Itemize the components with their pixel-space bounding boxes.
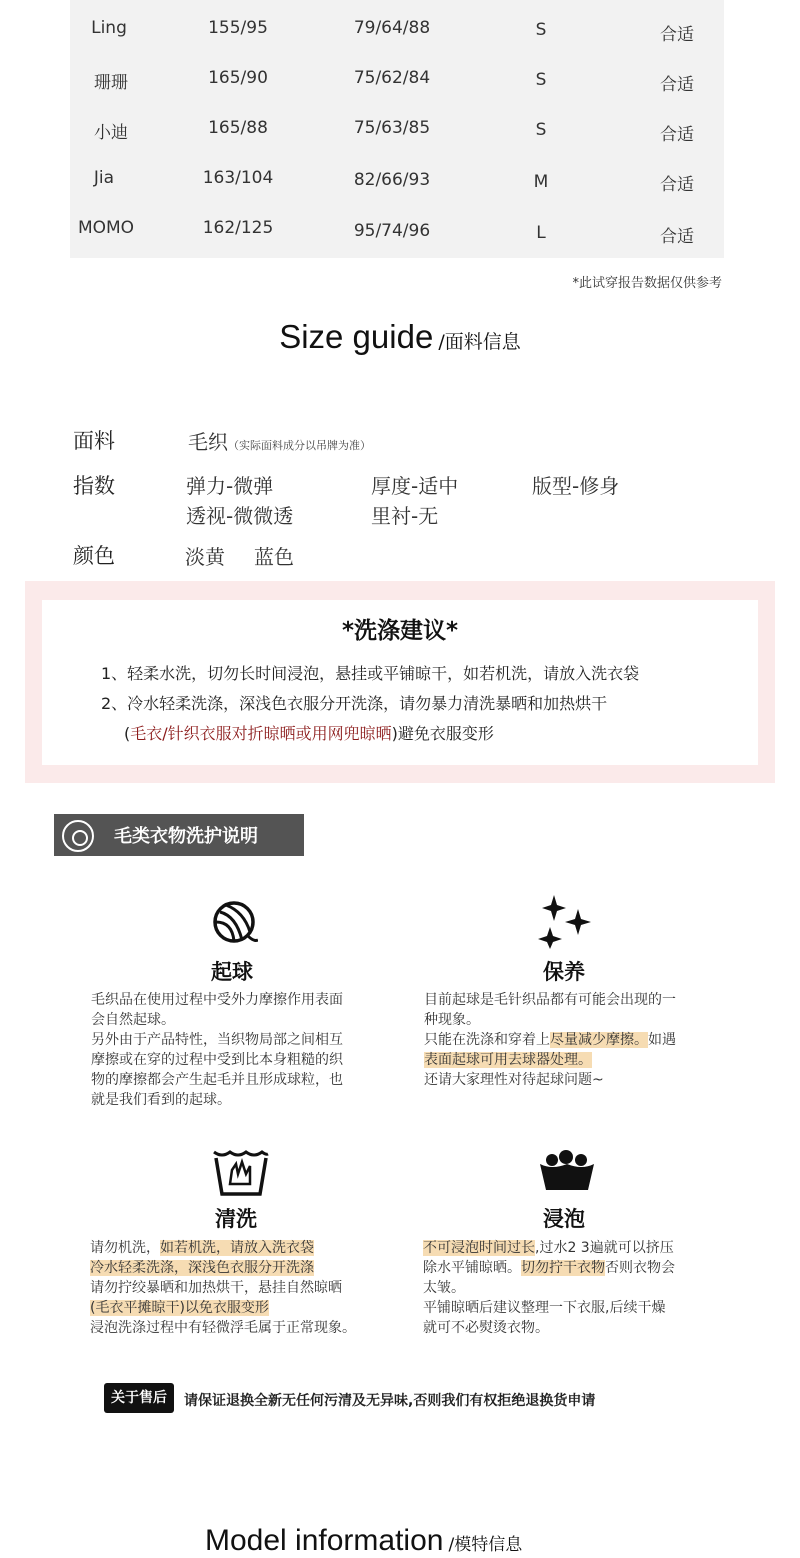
maintenance-line <box>424 1030 676 1050</box>
name-cell: 珊珊 <box>94 73 128 93</box>
wash-line-3-highlight: 毛衣/针织衣服对折晾晒或用网兜晾晒 <box>130 724 392 743</box>
washing-line <box>90 1238 314 1258</box>
pilling-line: 另外由于产品特性，当织物局部之间相互 <box>91 1032 343 1048</box>
size-guide-heading <box>0 318 800 356</box>
model-info-subtitle: /模特信息 <box>448 1535 523 1555</box>
pilling-line: 物的摩擦都会产生起毛并且形成球粒，也 <box>91 1072 343 1088</box>
fit-cell: 合适 <box>660 25 694 45</box>
name-cell: Jia <box>93 168 115 188</box>
washing-text: 请勿机洗， <box>90 1240 160 1256</box>
after-sale-badge: 关于售后 <box>104 1383 174 1413</box>
washing-line <box>90 1298 269 1318</box>
maintenance-text: 只能在洗涤和穿着上 <box>424 1032 550 1048</box>
fabric-value: 毛织 <box>188 430 228 454</box>
washing-highlight: (毛衣平摊晾干)以免衣服变形 <box>90 1300 269 1316</box>
yarn-ball-icon <box>212 900 258 946</box>
soaking-title: 浸泡 <box>543 1207 585 1231</box>
name-cell: Ling <box>91 18 127 38</box>
wash-line-2: 2、冷水轻柔洗涤，深浅色衣服分开洗涤，请勿暴力清洗暴晒和加热烘干 <box>101 694 608 713</box>
washing-title: 清洗 <box>215 1207 257 1231</box>
size-cell: M <box>533 172 549 192</box>
wash-line-1: 1、轻柔水洗，切勿长时间浸泡，悬挂或平铺晾干，如若机洗，请放入洗衣袋 <box>101 664 640 683</box>
pilling-line: 摩擦或在穿的过程中受到比本身粗糙的织 <box>91 1052 343 1068</box>
name-cell: MOMO <box>77 218 135 238</box>
elasticity-value: 弹力-微弹 <box>186 474 274 498</box>
measurements-cell: 75/63/85 <box>353 118 431 138</box>
fit-type-value: 版型-修身 <box>532 474 620 498</box>
table-row <box>70 204 724 254</box>
wash-line-3-rest: )避免衣服变形 <box>391 724 494 743</box>
maintenance-line <box>424 1050 592 1070</box>
size-cell: L <box>536 223 546 243</box>
soaking-highlight: 不可浸泡时间过长 <box>423 1240 535 1256</box>
thickness-value: 厚度-适中 <box>371 474 459 498</box>
wash-suggestion-title: *洗涤建议* <box>341 618 459 644</box>
transparency-value: 透视-微微透 <box>186 504 294 528</box>
pilling-title: 起球 <box>211 960 253 984</box>
soak-basin-icon <box>538 1150 596 1192</box>
care-circle-icon <box>62 820 94 852</box>
pilling-line: 就是我们看到的起球。 <box>91 1092 231 1108</box>
soaking-line: 就可不必熨烫衣物。 <box>423 1320 549 1336</box>
washing-line: 浸泡洗涤过程中有轻微浮毛属于正常现象。 <box>90 1320 356 1336</box>
washing-line: 请勿拧绞暴晒和加热烘干，悬挂自然晾晒 <box>90 1280 342 1296</box>
size-cell: S <box>535 70 547 90</box>
table-row <box>70 54 724 104</box>
index-label: 指数 <box>73 474 115 498</box>
fit-report-table <box>70 0 724 258</box>
wash-line-3-open: ( <box>124 724 131 743</box>
soaking-line <box>423 1238 674 1258</box>
size-guide-subtitle: /面料信息 <box>438 331 521 353</box>
height-weight-cell: 155/95 <box>208 18 268 38</box>
size-cell: S <box>535 120 547 140</box>
color-option: 蓝色 <box>254 545 294 569</box>
table-row <box>70 4 724 54</box>
measurements-cell: 82/66/93 <box>353 170 431 190</box>
soaking-line <box>423 1258 675 1278</box>
size-cell: S <box>535 20 547 40</box>
wash-line-3 <box>124 721 494 744</box>
fabric-note: （实际面料成分以吊牌为准） <box>228 439 371 452</box>
table-row <box>70 104 724 154</box>
height-weight-cell: 165/90 <box>208 68 268 88</box>
washing-highlight: 如若机洗，请放入洗衣袋 <box>160 1240 314 1256</box>
measurements-cell: 79/64/88 <box>353 18 431 38</box>
washing-line <box>90 1258 314 1278</box>
name-cell: 小迪 <box>94 123 128 143</box>
fabric-value-line <box>188 426 371 455</box>
soaking-highlight: 切勿拧干衣物 <box>521 1260 605 1276</box>
pilling-line: 毛织品在使用过程中受外力摩擦作用表面 <box>91 992 343 1008</box>
maintenance-highlight: 尽量减少摩擦。 <box>550 1032 648 1048</box>
hand-wash-icon <box>212 1148 270 1196</box>
height-weight-cell: 162/125 <box>202 218 274 238</box>
soaking-line: 太皱。 <box>423 1280 465 1296</box>
soaking-line: 平铺晾晒后建议整理一下衣服,后续干燥 <box>423 1300 666 1316</box>
fit-cell: 合适 <box>660 75 694 95</box>
maintenance-title: 保养 <box>543 960 585 984</box>
color-option: 淡黄 <box>185 545 225 569</box>
maintenance-text: 如遇 <box>648 1032 676 1048</box>
table-row <box>70 154 724 204</box>
lining-value: 里衬-无 <box>371 504 439 528</box>
fit-cell: 合适 <box>660 125 694 145</box>
soaking-text: 否则衣物会 <box>605 1260 675 1276</box>
fit-report-note: *此试穿报告数据仅供参考 <box>572 276 722 291</box>
model-info-heading <box>205 1524 522 1558</box>
size-guide-title: Size guide <box>279 318 434 355</box>
maintenance-line: 还请大家理性对待起球问题~ <box>424 1072 604 1088</box>
color-label: 颜色 <box>73 544 115 568</box>
maintenance-highlight: 表面起球可用去球器处理。 <box>424 1052 592 1068</box>
pilling-line: 会自然起球。 <box>91 1012 175 1028</box>
height-weight-cell: 165/88 <box>208 118 268 138</box>
soaking-text: ,过水2 3遍就可以挤压 <box>535 1240 674 1256</box>
maintenance-line: 种现象。 <box>424 1012 480 1028</box>
model-info-title: Model information <box>205 1524 444 1557</box>
after-sale-text: 请保证退换全新无任何污清及无异味,否则我们有权拒绝退换货申请 <box>184 1393 596 1409</box>
measurements-cell: 75/62/84 <box>353 68 431 88</box>
fit-cell: 合适 <box>660 175 694 195</box>
care-header-title: 毛类衣物洗护说明 <box>114 826 258 847</box>
maintenance-line: 目前起球是毛针织品都有可能会出现的一 <box>424 992 676 1008</box>
fit-cell: 合适 <box>660 227 694 247</box>
sparkle-icon <box>538 895 594 949</box>
washing-highlight: 冷水轻柔洗涤，深浅色衣服分开洗涤 <box>90 1260 314 1276</box>
fabric-label: 面料 <box>73 429 115 453</box>
soaking-text: 除水平铺晾晒。 <box>423 1260 521 1276</box>
measurements-cell: 95/74/96 <box>353 221 431 241</box>
height-weight-cell: 163/104 <box>202 168 274 188</box>
